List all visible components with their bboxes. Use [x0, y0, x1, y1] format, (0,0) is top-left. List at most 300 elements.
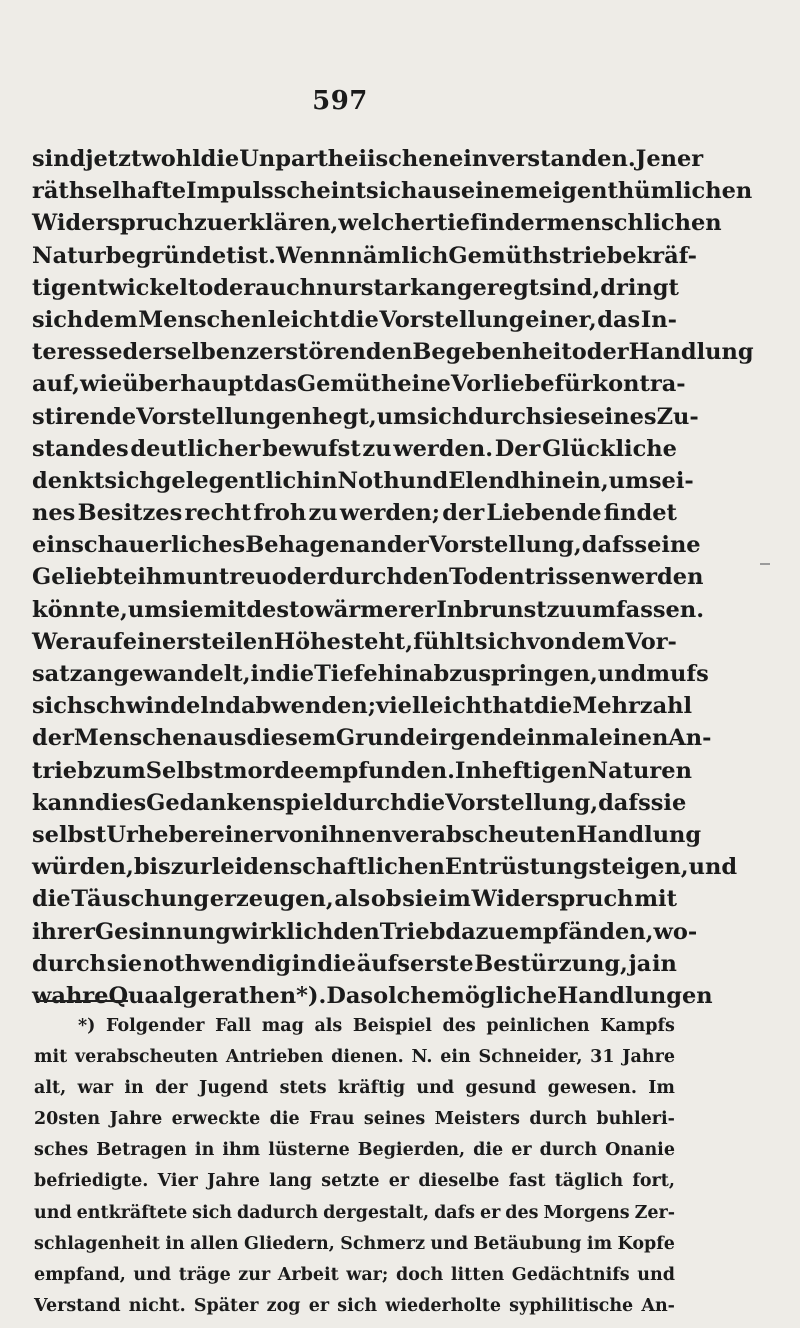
text-line — [32, 240, 697, 272]
word: Da — [326, 982, 361, 1009]
word: dringt — [600, 274, 679, 301]
word: Bestürzung, — [474, 950, 628, 977]
word: lang — [269, 1171, 313, 1192]
word: befriedigte. — [34, 1171, 149, 1192]
text-line — [32, 465, 694, 497]
word: Behagen — [245, 532, 356, 559]
word: buhleri- — [596, 1109, 675, 1130]
word: kontra- — [592, 371, 686, 398]
word: Gemüth — [296, 371, 398, 398]
word: Folgender — [106, 1016, 205, 1036]
word: im — [586, 1233, 613, 1254]
word: Schneider, — [478, 1047, 583, 1068]
word: Meisters — [434, 1109, 520, 1130]
word: hegt, — [312, 403, 377, 430]
word: entwickelt — [66, 274, 199, 301]
word: mit — [203, 596, 247, 623]
word: mit — [634, 886, 677, 913]
word: die — [473, 1140, 504, 1161]
word: die — [200, 146, 240, 172]
footnote-line — [34, 1042, 675, 1073]
word: Widerspruch — [471, 886, 634, 913]
word: und — [416, 1078, 455, 1099]
word: könnte, — [32, 596, 128, 623]
word: auf — [81, 628, 123, 655]
word: oder — [271, 564, 329, 591]
word: Vorstellung, — [445, 789, 599, 816]
word: diesem — [246, 725, 336, 752]
word: Jahre — [109, 1109, 163, 1130]
word: würden, — [32, 854, 134, 881]
word: in — [250, 661, 276, 687]
word: ihm — [222, 1140, 261, 1161]
word: täglich — [554, 1171, 624, 1192]
word: Unpartheiischen — [239, 146, 449, 172]
word: Höhe — [273, 628, 341, 655]
word: setzte — [321, 1171, 380, 1192]
word: und — [688, 854, 738, 881]
word: einer, — [525, 306, 597, 333]
word: Arbeit — [277, 1264, 339, 1285]
word: umfassen. — [575, 596, 705, 623]
word: mit — [34, 1047, 68, 1068]
word: allen — [190, 1233, 239, 1254]
word: Handlung — [628, 339, 754, 366]
word: Begierden, — [357, 1140, 466, 1161]
word: als — [314, 1016, 343, 1036]
word: derselben — [122, 339, 247, 366]
word: zerstörenden — [246, 339, 413, 366]
word: um — [376, 403, 417, 430]
word: und — [399, 467, 449, 494]
word: kräf- — [636, 242, 697, 269]
word: äufserste — [356, 950, 474, 977]
word: zu — [362, 435, 392, 462]
word: dienen. — [331, 1047, 404, 1068]
word: nicht. — [128, 1295, 186, 1316]
word: die — [406, 789, 446, 816]
word: erweckte — [171, 1109, 261, 1130]
word: durch — [32, 950, 107, 977]
word: begründet — [105, 242, 237, 269]
footnote-line — [34, 1198, 675, 1229]
word: deutlicher — [130, 435, 261, 462]
word: Inbrunst — [436, 596, 547, 623]
text-line — [32, 433, 677, 465]
word: der — [442, 500, 485, 527]
word: Glückliche — [542, 435, 677, 462]
word: an — [355, 532, 387, 559]
word: heftigen — [481, 757, 588, 784]
footnote-line — [34, 1073, 675, 1104]
word: die — [32, 886, 71, 913]
word: nes — [32, 500, 76, 527]
text-line — [32, 948, 677, 980]
word: zu — [308, 500, 338, 527]
word: gelegentlich — [155, 467, 313, 494]
word: N. — [411, 1047, 433, 1068]
word: Gliedern, — [244, 1233, 335, 1254]
word: gesund — [465, 1078, 537, 1099]
word: schwindelnd — [83, 693, 241, 720]
word: abwenden; — [240, 693, 377, 720]
word: mag — [261, 1016, 304, 1036]
footnote-block — [34, 1011, 675, 1322]
word: die — [533, 693, 573, 720]
word: Gedächtnifs — [511, 1264, 630, 1285]
word: Entrüstung — [444, 854, 589, 881]
word: In — [454, 757, 482, 784]
word: zu — [546, 596, 576, 623]
word: aus — [417, 178, 461, 205]
word: zu — [194, 210, 224, 237]
footnote-line — [34, 1104, 675, 1135]
word: dem — [83, 306, 138, 333]
word: leicht — [267, 306, 340, 333]
word: sei- — [648, 467, 694, 494]
footnote-line — [34, 1166, 675, 1197]
word: Quaal — [108, 982, 183, 1009]
word: Schmerz — [340, 1233, 426, 1254]
text-line — [32, 143, 704, 175]
word: stark — [360, 274, 426, 301]
word: sich — [104, 467, 156, 494]
word: Kopfe — [617, 1233, 675, 1254]
footnote-line — [34, 1135, 675, 1166]
word: gerathen*). — [182, 982, 327, 1009]
word: empfand, — [34, 1264, 126, 1285]
word: Jugend — [198, 1078, 269, 1099]
word: ja — [628, 950, 652, 977]
word: durch — [529, 1109, 587, 1130]
word: war — [77, 1078, 114, 1099]
word: in — [652, 950, 677, 977]
word: in — [479, 210, 505, 237]
word: durch — [332, 789, 407, 816]
word: dafs — [581, 532, 635, 559]
text-line — [32, 755, 692, 787]
word: Vor- — [625, 628, 677, 655]
text-line — [32, 626, 677, 658]
word: und — [597, 661, 647, 687]
word: empfänden, — [504, 918, 654, 945]
word: Jahre — [207, 1171, 260, 1192]
word: um — [127, 596, 169, 623]
word: sich — [192, 1202, 233, 1223]
word: nothwendig — [142, 950, 292, 977]
word: Menschen — [138, 306, 268, 333]
word: seine — [634, 532, 701, 559]
word: bewufst — [262, 435, 361, 462]
word: einmal — [512, 725, 599, 752]
word: oder — [571, 339, 629, 366]
word: einverstanden. — [448, 146, 636, 172]
word: hat — [492, 693, 534, 720]
word: wärmerer — [314, 596, 437, 623]
text-line — [32, 690, 693, 722]
word: Grunde — [335, 725, 430, 752]
word: wohl — [141, 146, 201, 172]
word: An- — [668, 725, 712, 752]
word: in — [165, 1233, 185, 1254]
word: eine — [397, 371, 451, 398]
word: in — [291, 950, 317, 977]
text-line — [32, 658, 709, 690]
word: die — [340, 306, 379, 333]
word: zum — [92, 757, 146, 784]
main-text-block — [32, 143, 754, 1012]
word: ihm — [137, 564, 187, 591]
word: Jahre — [622, 1047, 675, 1068]
word: in — [312, 467, 338, 494]
word: ob — [370, 886, 402, 913]
word: für — [554, 371, 593, 398]
text-line — [32, 336, 754, 368]
word: ihnen — [320, 821, 393, 848]
word: Betragen — [96, 1140, 187, 1161]
word: Jener — [635, 146, 704, 172]
word: Vorstellung — [379, 306, 525, 333]
word: Antrieben — [225, 1047, 324, 1068]
word: nur — [316, 274, 361, 301]
word: Liebende — [486, 500, 602, 527]
word: des — [505, 1202, 539, 1223]
word: kann — [32, 789, 95, 816]
word: In- — [640, 306, 677, 333]
word: von — [526, 628, 571, 655]
word: sind — [32, 146, 86, 172]
page-number: 597 — [312, 86, 368, 116]
word: Tiefe — [314, 661, 378, 687]
word: werden; — [339, 500, 441, 527]
word: Vorliebe — [450, 371, 555, 398]
word: Der — [494, 435, 541, 462]
word: hinein, — [520, 467, 609, 494]
word: verabscheuten — [74, 1047, 219, 1068]
word: Gedankenspiel — [146, 789, 333, 816]
word: syphilitische — [509, 1295, 634, 1316]
word: untreu — [186, 564, 272, 591]
word: im — [438, 886, 471, 913]
footnote-separator — [36, 1000, 128, 1002]
word: angeregt — [425, 274, 540, 301]
word: träge — [178, 1264, 231, 1285]
word: sich — [32, 693, 84, 720]
text-line — [32, 594, 705, 626]
word: tig — [32, 274, 67, 301]
word: der — [32, 725, 74, 752]
word: irgend — [429, 725, 513, 752]
word: zur — [170, 854, 212, 881]
word: *) — [78, 1016, 96, 1036]
word: einem — [460, 178, 539, 205]
word: sie — [542, 403, 578, 430]
word: ihrer — [32, 918, 95, 945]
word: werden. — [393, 435, 494, 462]
word: in — [124, 1078, 144, 1099]
word: sich — [474, 628, 527, 655]
word: dazu — [445, 918, 505, 945]
word: empfunden. — [304, 757, 455, 784]
word: dafs — [434, 1202, 476, 1223]
word: Vier — [157, 1171, 198, 1192]
word: Zu- — [656, 403, 699, 430]
text-line — [32, 368, 686, 400]
word: den — [402, 564, 450, 591]
word: werden — [611, 564, 704, 591]
word: oder — [198, 274, 256, 301]
word: desto — [246, 596, 315, 623]
word: bis — [133, 854, 171, 881]
word: erzeugen, — [209, 886, 334, 913]
word: wo- — [653, 918, 698, 945]
word: litten — [450, 1264, 505, 1285]
word: Menschen — [73, 725, 203, 752]
word: Selbstmorde — [145, 757, 305, 784]
word: Besitzes — [77, 500, 183, 527]
word: einen — [598, 725, 669, 752]
text-line — [32, 819, 702, 851]
word: schauerliches — [71, 532, 246, 559]
word: wahre — [32, 982, 109, 1009]
word: Fall — [215, 1016, 252, 1036]
text-line — [32, 175, 753, 207]
word: leidenschaftlichen — [211, 854, 445, 881]
word: Noth — [337, 467, 400, 494]
word: einer — [122, 628, 189, 655]
word: Später — [193, 1295, 259, 1316]
word: selbst — [32, 821, 107, 848]
text-line — [32, 529, 701, 561]
word: 31 — [590, 1047, 615, 1068]
word: Handlungen — [557, 982, 713, 1009]
word: steilen — [188, 628, 274, 655]
word: Tod — [449, 564, 494, 591]
word: sie — [402, 886, 438, 913]
word: er — [308, 1295, 330, 1316]
word: vielleicht — [376, 693, 493, 720]
word: alt, — [34, 1078, 67, 1099]
word: er — [511, 1140, 532, 1161]
word: auf, — [32, 371, 80, 398]
word: durch — [328, 564, 403, 591]
word: lüsterne — [268, 1140, 350, 1161]
word: fühlt — [413, 628, 475, 655]
footnote-line — [34, 1260, 675, 1291]
text-line — [32, 916, 698, 948]
word: und — [133, 1264, 172, 1285]
text-line — [32, 787, 687, 819]
word: verabscheuten — [392, 821, 577, 848]
word: schlagenheit — [34, 1233, 160, 1254]
word: entrissen — [494, 564, 612, 591]
word: An- — [641, 1295, 675, 1316]
word: Gesinnung — [94, 918, 231, 945]
word: Frau — [309, 1109, 355, 1130]
text-line — [32, 883, 677, 915]
word: eigenthümlichen — [538, 178, 753, 205]
word: welcher — [338, 210, 437, 237]
word: der — [386, 532, 429, 559]
word: die — [269, 1109, 300, 1130]
word: der — [155, 1078, 188, 1099]
word: nämlich — [346, 242, 449, 269]
word: peinlichen — [486, 1016, 590, 1036]
word: stets — [279, 1078, 327, 1099]
word: Trieb — [379, 918, 446, 945]
word: Elend — [448, 467, 521, 494]
word: Wer — [32, 628, 82, 655]
word: mufs — [646, 661, 709, 687]
word: findet — [603, 500, 677, 527]
word: solche — [360, 982, 442, 1009]
text-line — [32, 401, 699, 433]
word: teresse — [32, 339, 123, 366]
word: seines — [577, 403, 657, 430]
word: hinabzuspringen, — [377, 661, 598, 687]
word: Widerspruch — [32, 210, 194, 237]
word: zur — [238, 1264, 271, 1285]
word: entkräftete — [76, 1202, 188, 1223]
word: Vorstellungen — [136, 403, 313, 430]
word: dies — [94, 789, 147, 816]
word: als — [334, 886, 371, 913]
footnote-line — [34, 1011, 675, 1042]
text-line — [32, 272, 677, 304]
footnote-line — [34, 1229, 675, 1260]
word: steigen, — [588, 854, 689, 881]
text-line — [32, 497, 677, 529]
word: von — [275, 821, 321, 848]
word: Morgens — [543, 1202, 630, 1223]
word: kräftig — [337, 1078, 406, 1099]
word: mögliche — [441, 982, 558, 1009]
text-line — [32, 851, 738, 883]
word: das — [597, 306, 641, 333]
word: wirklich — [230, 918, 334, 945]
word: Wenn — [276, 242, 347, 269]
word: doch — [395, 1264, 444, 1285]
word: steht, — [341, 628, 414, 655]
word: sich — [337, 1295, 378, 1316]
footnote-line — [34, 1291, 675, 1322]
word: aus — [202, 725, 247, 752]
word: jetzt — [85, 146, 142, 172]
word: durch — [539, 1140, 598, 1161]
word: Handlung — [576, 821, 702, 848]
word: ein — [440, 1047, 471, 1068]
word: scheint — [273, 178, 367, 205]
text-line — [32, 561, 704, 593]
word: gewesen. — [547, 1078, 637, 1099]
word: satz — [32, 661, 83, 687]
word: denkt — [32, 467, 105, 494]
word: angewandelt, — [82, 661, 251, 687]
word: wiederholte — [385, 1295, 501, 1316]
word: er — [479, 1202, 501, 1223]
word: sie — [168, 596, 204, 623]
word: dieselbe — [418, 1171, 500, 1192]
word: Im — [648, 1078, 675, 1099]
word: und — [430, 1233, 469, 1254]
word: Betäubung — [473, 1233, 582, 1254]
word: 20sten — [34, 1109, 101, 1130]
word: sind, — [539, 274, 601, 301]
word: Täuschung — [71, 886, 210, 913]
word: erklären, — [223, 210, 339, 237]
text-line — [32, 207, 722, 239]
word: durch — [468, 403, 543, 430]
